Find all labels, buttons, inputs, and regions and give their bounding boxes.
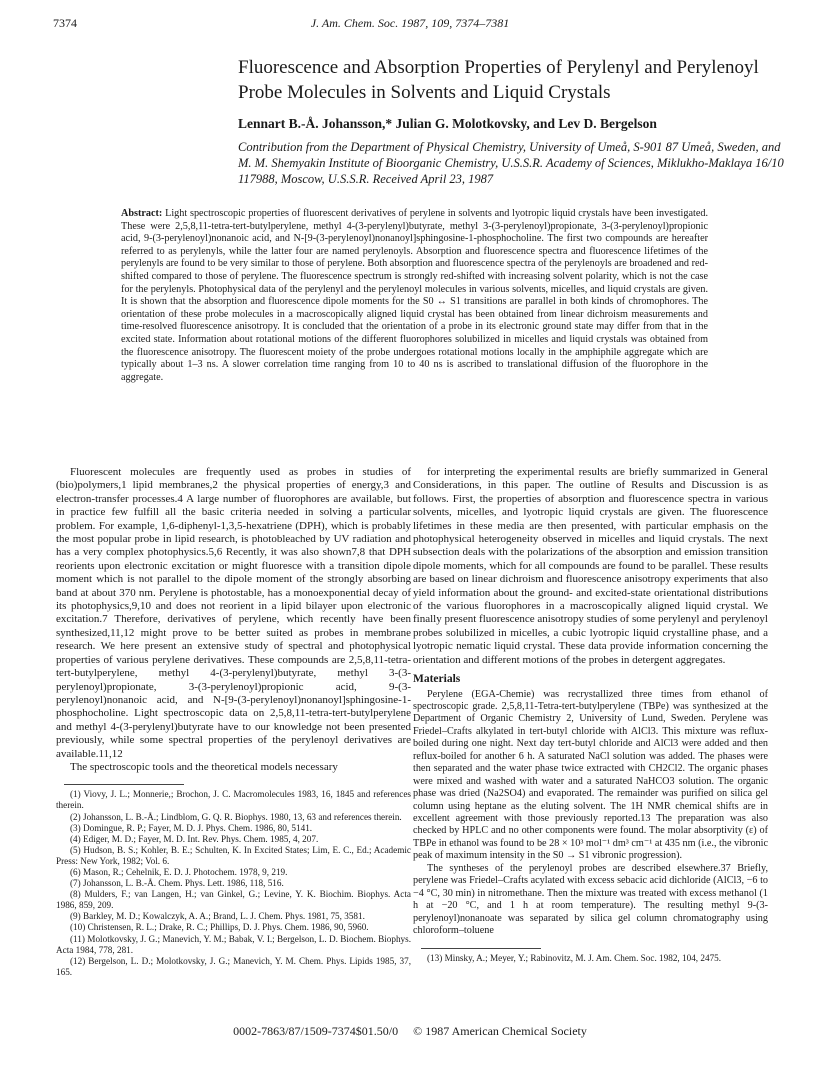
intro-paragraph: Fluorescent molecules are frequently used as probes in studies of (bio)polymers,1 lipid membranes,2 the physical properties of energy,3 and electron-transfer processes.4 A large number of fluorophores are available, but in practice few fulfill all the basic criteria needed in solving a particular problem. For example, 1,6-diphenyl-1,3,5-hexatriene (DPH), which is probably the most popular probe in lipid research, is photobleached by UV radiation and has a very complex photophysics.5,6 Recently, it was also shown7,8 that DPH reorients upon electronic excitation or might fluoresce with a transition dipole moment which is not parallel to the dipole moment of the strongly absorbing band at about 370 nm. Perylene is photostable, has a monoexponential decay of its photophysics,9,10 and does not reorient in a lipid bilayer upon electronic excitation.7 Therefore, derivatives of perylene, which recently have been synthesized,11,12 might prove to be better suited as probes in membrane research. We here present an extensive study of spectral and photophysical properties of various perylene derivatives. These compounds are 2,5,8,11-tetra-tert-butylperylene, methyl 4-(3-perylenyl)butyrate, methyl 3-(3-perylenoyl)propionate, 3-(3-perylenoyl)propionic acid, 9-(3-perylenoyl)nonanoic acid, and N-[9-(3-perylenoyl)nonanoyl]sphingosine-1-phosphocholine. Light spectroscopic data on 2,5,8,11-tetra-tert-butylperylene and methyl 4-(3-perylenyl)butyrate have to our knowledge not been presented previously, while some spectral properties of the perylenoyl derivatives are available.11,12 bbox=[56, 466, 411, 760]
footnote: (5) Hudson, B. S.; Kohler, B. E.; Schulten, K. In Excited States; Lim, E. C., Ed.; Academic Press: New York, 1982; Vol. 6. bbox=[56, 844, 411, 866]
footnote-rule bbox=[64, 784, 184, 785]
footnote: (8) Mulders, F.; van Langen, H.; van Ginkel, G.; Levine, Y. K. Biochim. Biophys. Acta 1986, 859, 209. bbox=[56, 889, 411, 911]
footnote: (10) Christensen, R. L.; Drake, R. C.; Phillips, D. J. Phys. Chem. 1986, 90, 5960. bbox=[70, 922, 369, 933]
materials-paragraph-2: The syntheses of the perylenoyl probes are described elsewhere.37 Briefly, perylene was Friedel–Crafts acylated with excess sebacic acid dichloride (AlCl3, −6 to −4 °C, 30 min) in nitromethane. Then the mixture was treated with excess methanol (1 h at −20 °C, and 1 h at room temperature). The resulting methyl 9-(3-perylenoyl)nonanoate was separated by silica gel column chromatography using chloroform–toluene bbox=[413, 862, 768, 937]
footnote: (9) Barkley, M. D.; Kowalczyk, A. A.; Brand, L. J. Chem. Phys. 1981, 75, 3581. bbox=[70, 911, 365, 922]
intro-paragraph-2: The spectroscopic tools and the theoretical models necessary bbox=[70, 760, 338, 773]
article-code: 0002-7863/87/1509-7374$01.50/0 bbox=[233, 1024, 399, 1038]
footnote: (7) Johansson, L. B.-Å. Chem. Phys. Lett. 1986, 118, 516. bbox=[70, 878, 284, 889]
left-column bbox=[56, 466, 411, 978]
abstract-text: Light spectroscopic properties of fluorescent derivatives of perylene in solvents and lyotropic liquid crystals have been investigated. These were 2,5,8,11-tetra-tert-butylperylene, methyl 4-(3-perylenyl)butyrate, methyl 3-(3-perylenoyl)propionate, 3-(3-perylenoyl)propionic acid, 9-(3-perylenoyl)nonanoic acid, and N-[9-(3-perylenoyl)nonanoyl]sphingosine-1-phosphocholine. The first two compounds are hereafter referred to as perylenyls, while the latter four are named perylenoyls. Absorption and fluorescence spectra and fluorescence lifetimes of the perylenyls are found to be very similar to those of perylene. Both absorption and fluorescence spectra of the perylenoyls are broadened and red-shifted compared to those of perylene. The fluorescence spectrum is strongly red-shifted with increasing solvent polarity, which is not the case for the perylenyls. Photophysical data of the perylenyl and the perylenoyl molecules in various solvents, micelles, and liquid crystals are given. It is shown that the absorption and fluorescence dipole moments for the S0 ↔ S1 transitions are parallel in both kinds of chromophores. The orientation of these probe molecules in a macroscopically aligned liquid crystal has been obtained from linear dichroism measurements and time-resolved fluorescence anisotropy. It is concluded that the orientation of a probe in its electronic ground state may differ from that in the excited state. Information about rotational motions of the different fluorophores solubilized in micelles and liquid crystals was obtained from the fluorescence anisotropy. The fluorescent moiety of the probe undergoes rotational motions locally in the amphiphile aggregate which are typically about 1–3 ns. A slower correlation time ranging from 10 to 40 ns is ascribed to translational diffusion of the fluorophore in the aggregate. bbox=[121, 208, 708, 383]
affiliation: Contribution from the Department of Physical Chemistry, University of Umeå, S-901 87 Umeå, Sweden, and M. M. Shemyakin Institute of Bioorganic Chemistry, U.S.S.R. Academy of Sciences, Miklukho-Maklaya 16/10 117988, Moscow, U.S.S.R. Received April 23, 1987 bbox=[238, 140, 784, 186]
article-title: Fluorescence and Absorption Properties of Perylenyl and Perylenoyl Probe Molecules in Solvents and Liquid Crystals bbox=[238, 57, 759, 103]
footnote: (6) Mason, R.; Cehelnik, E. D. J. Photochem. 1978, 9, 219. bbox=[70, 867, 288, 877]
footnote: (3) Domingue, R. P.; Fayer, M. D. J. Phys. Chem. 1986, 80, 5141. bbox=[70, 822, 313, 833]
page-footer bbox=[0, 1024, 820, 1039]
copyright: © 1987 American Chemical Society bbox=[413, 1024, 587, 1038]
right-column bbox=[413, 466, 768, 964]
footnote: (12) Bergelson, L. D.; Molotkovsky, J. G.; Manevich, Y. M. Chem. Phys. Lipids 1985, 37, 165. bbox=[56, 955, 411, 977]
materials-paragraph: Perylene (EGA-Chemie) was recrystallized three times from ethanol of spectroscopic grade. 2,5,8,11-Tetra-tert-butylperylene (TBPe) was synthesized at the Department of Organic Chemistry 2, University of Lund, Sweden. Perylene was Friedel–Crafts alkylated in tert-butyl chloride with AlCl3. This mixture was reflux-boiled during one night. Next day tert-butyl chloride and AlCl3 were added and then reflux-boiled for another 6 h. A saturated NaCl solution was added. The phases were then separated and the water phase twice extracted with CH2Cl2. The organic phases were mixed and washed with water and a saturated NaHCO3 solution. The organic phase was dried (Na2SO4) and evaporated. The remainder was purified on silica gel column using heptane as the eluting solvent. The 1H NMR chemical shifts are in excellent agreement with those previously reported.13 The preparation was also checked by HPLC and no other components were found. The molar absorptivity (ε) of TBPe in ethanol was found to be 28 × 10³ mol⁻¹ dm³ cm⁻¹ at 435 nm (i.e., the vibronic peak of maximum intensity in the S0 → S1 vibronic progression). bbox=[413, 688, 768, 862]
outline-paragraph: for interpreting the experimental results are briefly summarized in General Considerations, in this paper. The outline of Results and Discussion is as follows. First, the properties of absorption and fluorescence spectra in various solvents, micelles, and lyotropic liquid crystals are given. The fluorescence lifetimes in these media are then presented, with particular emphasis on the photophysical heterogeneity observed in micelles and liquid crystals. The next subsection deals with the polarizations of the absorption and emission transition dipole moments, which for all compounds are found to be parallel. These results are based on linear dichroism and fluorescence anisotropy experiments that also yield information about the ground- and excited-state orientational distributions of the various fluorophores in a macroscopically aligned liquid crystal. We finally present fluorescence anisotropy studies of some perylenyl and perylenoyl probes solubilized in micelles, a cubic lyotropic liquid crystalline phase, and a lyotropic nematic liquid crystal. These data provide information concerning the orientation and different motions of the probes in detergent aggregates. bbox=[413, 466, 768, 666]
page-number: 7374 bbox=[53, 16, 77, 30]
footnote: (1) Viovy, J. L.; Monnerie,; Brochon, J. C. Macromolecules 1983, 16, 1845 and references therein. bbox=[56, 789, 411, 811]
running-head: J. Am. Chem. Soc. 1987, 109, 7374–7381 bbox=[310, 16, 510, 30]
footnote: (11) Molotkovsky, J. G.; Manevich, Y. M.; Babak, V. I.; Bergelson, L. D. Biochem. Biophys. Acta 1984, 778, 281. bbox=[56, 933, 411, 955]
footnote: (13) Minsky, A.; Meyer, Y.; Rabinovitz, M. J. Am. Chem. Soc. 1982, 104, 2475. bbox=[427, 952, 722, 963]
abstract-label: Abstract: bbox=[121, 208, 163, 219]
section-heading-materials: Materials bbox=[413, 673, 461, 686]
author-list: Lennart B.-Å. Johansson,* Julian G. Molotkovsky, and Lev D. Bergelson bbox=[238, 116, 657, 131]
abstract bbox=[121, 208, 708, 384]
footnote: (4) Ediger, M. D.; Fayer, M. D. Int. Rev. Phys. Chem. 1985, 4, 207. bbox=[70, 833, 319, 844]
footnote: (2) Johansson, L. B.-Å.; Lindblom, G. Q. R. Biophys. 1980, 13, 63 and references therein. bbox=[70, 811, 402, 822]
footnote-rule bbox=[421, 948, 541, 949]
